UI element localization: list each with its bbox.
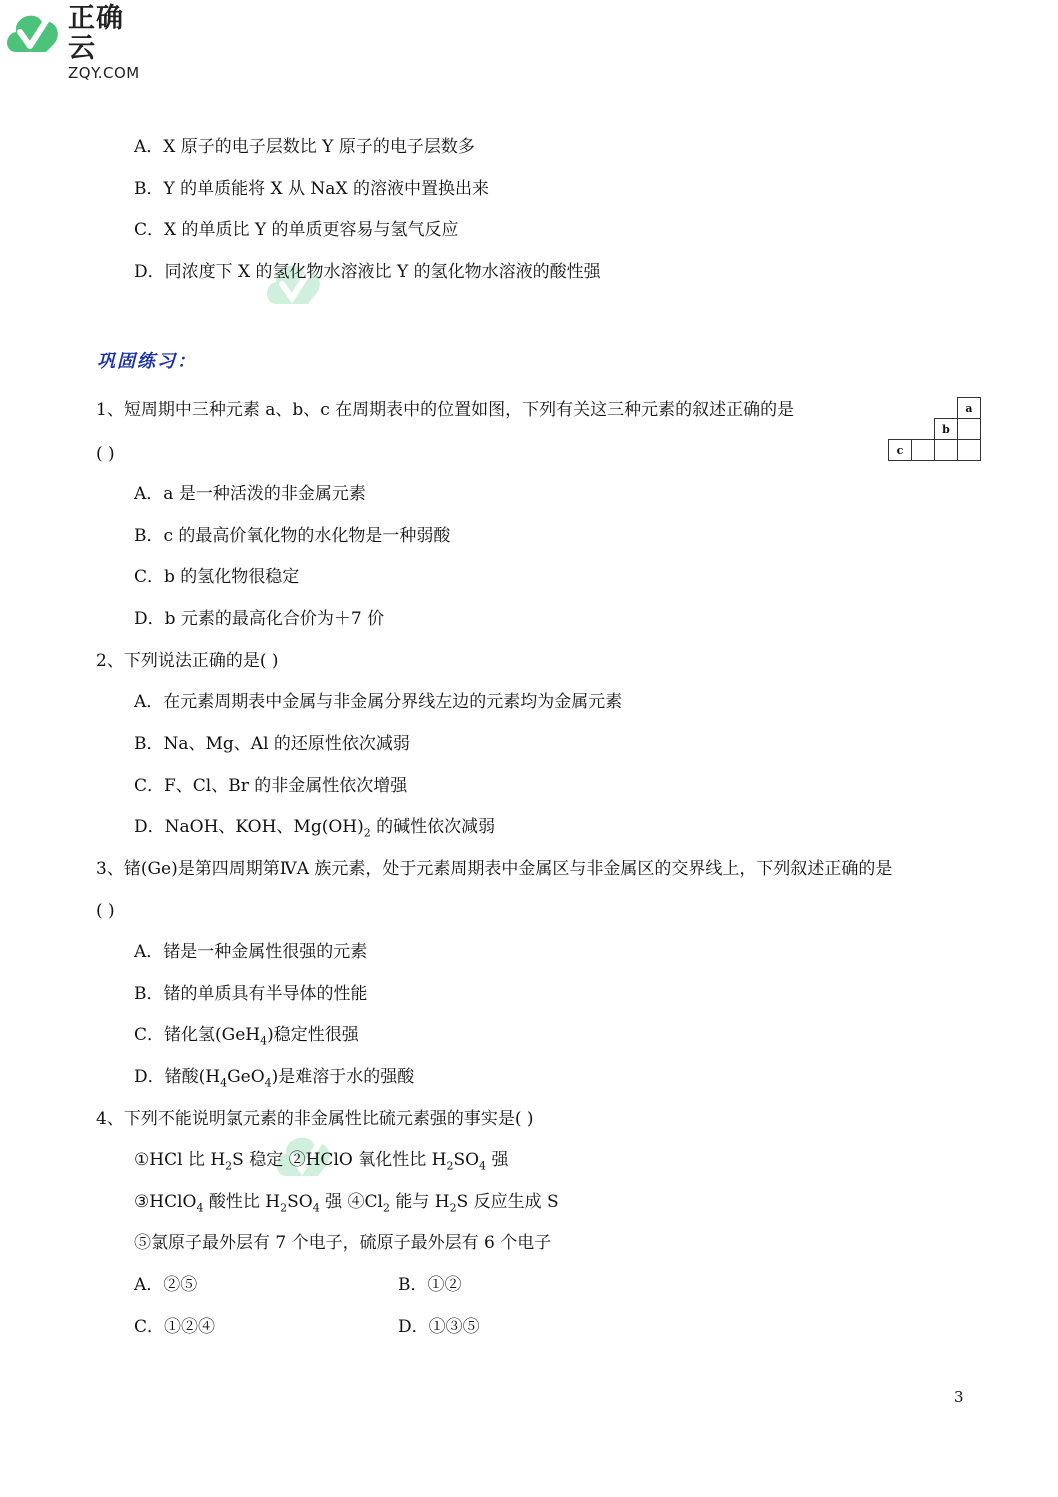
q1-paren: ( ): [96, 444, 115, 464]
q4-option-c: C．①②④: [134, 1317, 216, 1337]
q3-paren: ( ): [96, 901, 115, 921]
section-title: 巩固练习：: [97, 351, 197, 372]
q3-option-c: C．锗化氢(GeH$_4$)稳定性很强: [134, 1025, 359, 1048]
logo-cn: 正确云: [68, 3, 124, 64]
q3-option-b: B．锗的单质具有半导体的性能: [134, 984, 368, 1004]
page-number: 3: [954, 1388, 964, 1406]
cloud-check-icon: [2, 2, 64, 64]
q1-option-d: D．b 元素的最高化合价为＋7 价: [134, 609, 385, 629]
q2-option-b: B．Na、Mg、Al 的还原性依次减弱: [134, 734, 410, 754]
q3-stem: 3、锗(Ge)是第四周期第ⅣA 族元素，处于元素周期表中金属区与非金属区的交界线上，下列叙述正确的是: [96, 859, 893, 879]
q2-stem: 2、下列说法正确的是( ): [96, 651, 279, 671]
logo-en: ZQY.COM: [68, 64, 140, 82]
q4-option-a: A．②⑤: [134, 1275, 198, 1295]
q3-option-d: D．锗酸$(H_4GeO_4)$是难溶于水的强酸: [134, 1067, 415, 1090]
periodic-table-figure: [888, 397, 981, 461]
prev-option-c: C．X 的单质比 Y 的单质更容易与氢气反应: [134, 220, 459, 240]
q1-option-b: B．c 的最高价氧化物的水化物是一种弱酸: [134, 526, 451, 546]
q1-option-a: A．a 是一种活泼的非金属元素: [134, 484, 366, 504]
cell-c: c: [889, 440, 912, 461]
q3-option-a: A．锗是一种金属性很强的元素: [134, 942, 368, 962]
q4-option-b: B．①②: [398, 1275, 462, 1295]
q1-option-c: C．b 的氢化物很稳定: [134, 567, 300, 587]
prev-option-b: B．Y 的单质能将 X 从 NaX 的溶液中置换出来: [134, 179, 489, 199]
q4-statement-5: ⑤氯原子最外层有 7 个电子，硫原子最外层有 6 个电子: [134, 1233, 552, 1253]
q2-option-a: A．在元素周期表中金属与非金属分界线左边的元素均为金属元素: [134, 692, 623, 712]
cell-a: a: [958, 398, 981, 419]
q4-stem: 4、下列不能说明氯元素的非金属性比硫元素强的事实是( ): [96, 1109, 534, 1129]
q4-statement-3-4: ③HClO$_4$ 酸性比 $H_2SO_4$ 强 $④Cl_2$ 能与 $H_2S$ 反应生成 S: [134, 1192, 559, 1215]
zqy-logo: [0, 0, 150, 82]
prev-option-d: D．同浓度下 X 的氢化物水溶液比 Y 的氢化物水溶液的酸性强: [134, 262, 601, 282]
prev-option-a: A．X 原子的电子层数比 Y 原子的电子层数多: [134, 137, 475, 157]
q4-option-d: D．①③⑤: [398, 1317, 480, 1337]
q2-option-c: C．F、Cl、Br 的非金属性依次增强: [134, 776, 408, 796]
q4-statement-1-2: ①HCl 比 $H_2S$ 稳定 ②HClO 氧化性比 $H_2SO_4$ 强: [134, 1150, 509, 1173]
q2-option-d: D．NaOH、KOH、$Mg(OH)_2$ 的碱性依次减弱: [134, 817, 496, 840]
q1-stem: 1、短周期中三种元素 a、b、c 在周期表中的位置如图，下列有关这三种元素的叙述正确的是: [96, 400, 795, 420]
cell-b: b: [935, 419, 958, 440]
